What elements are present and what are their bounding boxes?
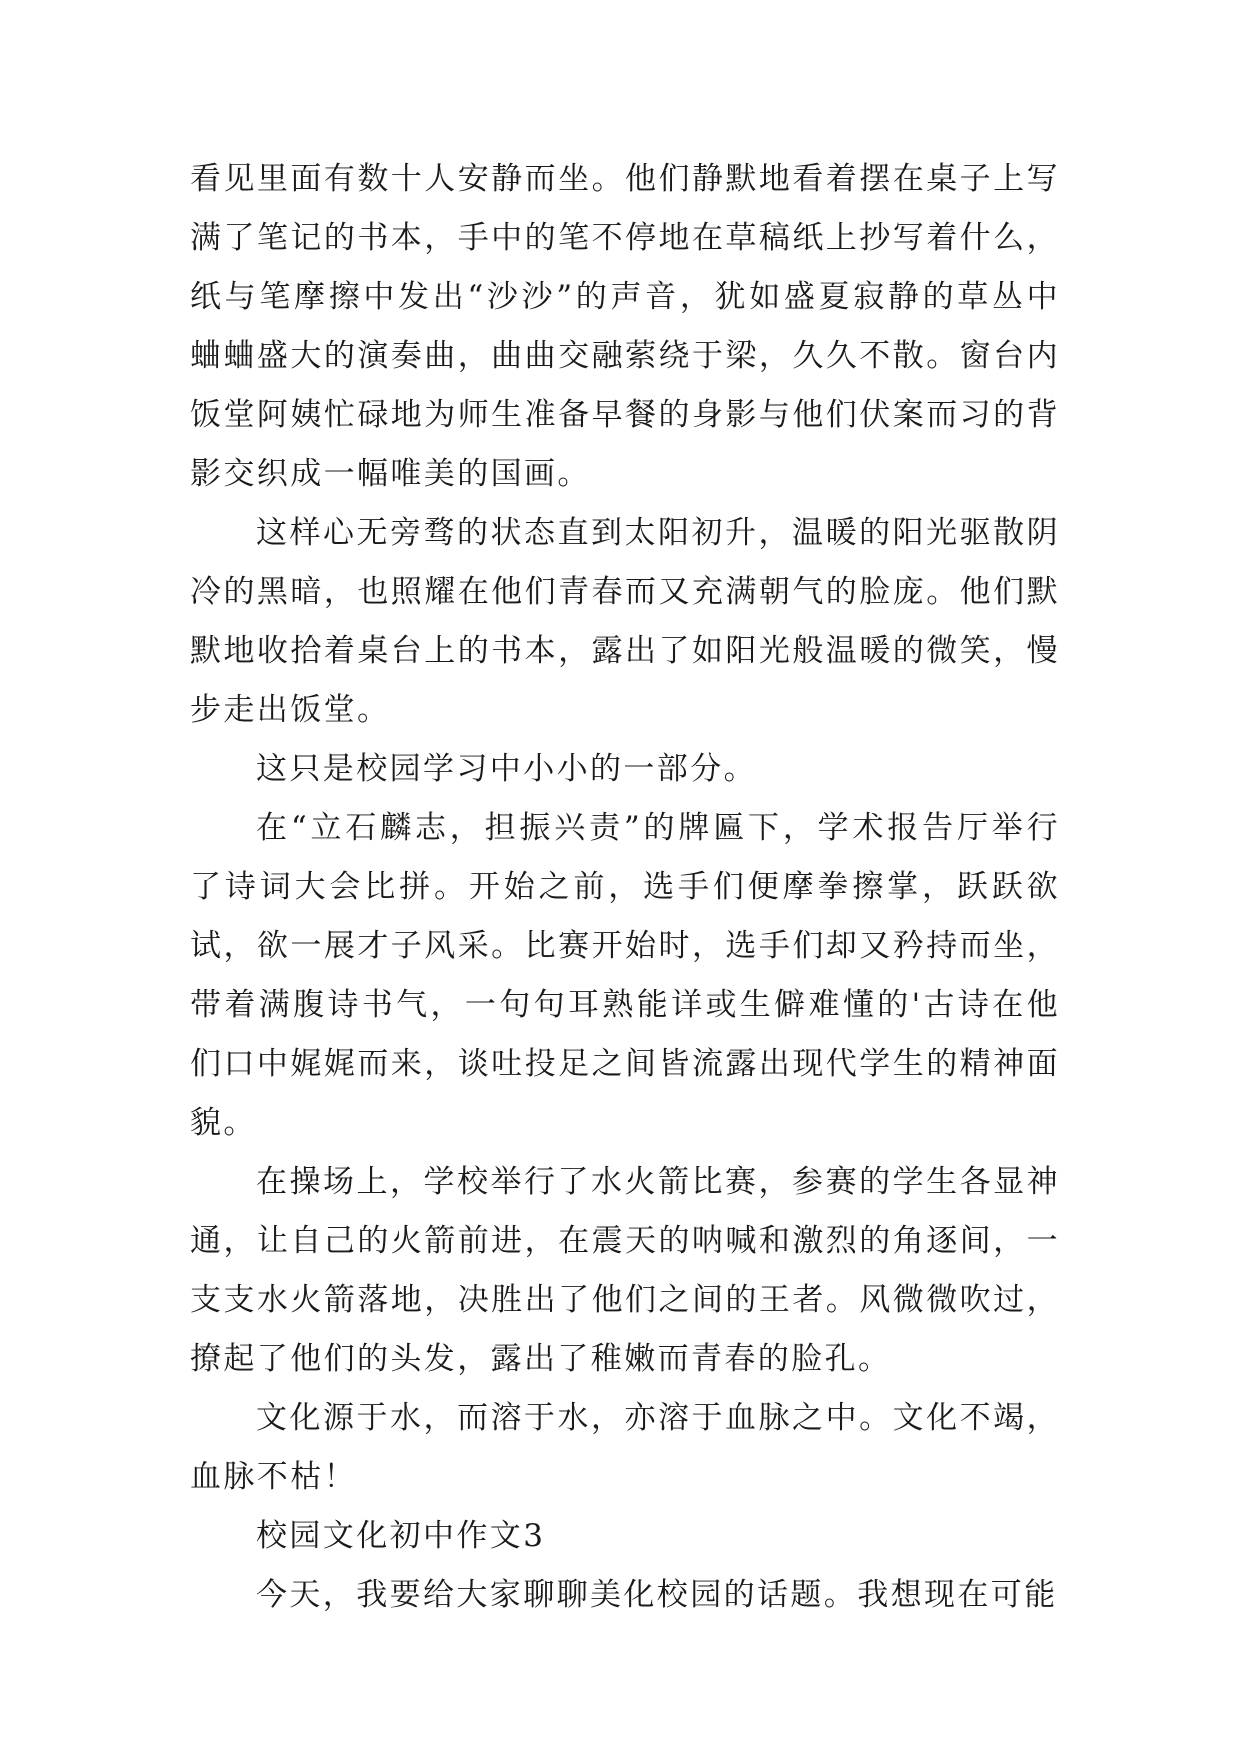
paragraph-7: 今天，我要给大家聊聊美化校园的话题。我想现在可能 xyxy=(256,1577,1058,1613)
paragraph-5: 在操场上，学校举行了水火箭比赛，参赛的学生各显神通，让自己的火箭前进，在震天的呐喊和激烈的角逐间，一支支水火箭落地，决胜出了他们之间的王者。风微微吹过，撩起了他们的头发，露出了稚嫩而青春的脸孔。 xyxy=(190,1164,1060,1377)
paragraph-1: 看见里面有数十人安静而坐。他们静默地看着摆在桌子上写满了笔记的书本，手中的笔不停地在草稿纸上抄写着什么，纸与笔摩擦中发出“沙沙”的声音，犹如盛夏寂静的草丛中蛐蛐盛大的演奏曲，曲曲交融萦绕于梁，久久不散。窗台内饭堂阿姨忙碌地为师生准备早餐的身影与他们伏案而习的背影交织成一幅唯美的国画。 xyxy=(190,161,1060,492)
section-heading: 校园文化初中作文3 xyxy=(256,1518,546,1554)
paragraph-2: 这样心无旁骛的状态直到太阳初升，温暖的阳光驱散阴冷的黑暗，也照耀在他们青春而又充满朝气的脸庞。他们默默地收拾着桌台上的书本，露出了如阳光般温暖的微笑，慢步走出饭堂。 xyxy=(190,515,1060,728)
paragraph-3: 这只是校园学习中小小的一部分。 xyxy=(256,751,757,787)
paragraph-4: 在“立石麟志，担振兴责”的牌匾下，学术报告厅举行了诗词大会比拼。开始之前，选手们便摩拳擦掌，跃跃欲试，欲一展才子风采。比赛开始时，选手们却又矜持而坐，带着满腹诗书气，一句句耳熟能详或生僻难懂的'古诗在他们口中娓娓而来，谈吐投足之间皆流露出现代学生的精神面貌。 xyxy=(190,810,1060,1141)
document-body xyxy=(190,150,1060,1625)
paragraph-6: 文化源于水，而溶于水，亦溶于血脉之中。文化不竭，血脉不枯！ xyxy=(190,1400,1060,1495)
